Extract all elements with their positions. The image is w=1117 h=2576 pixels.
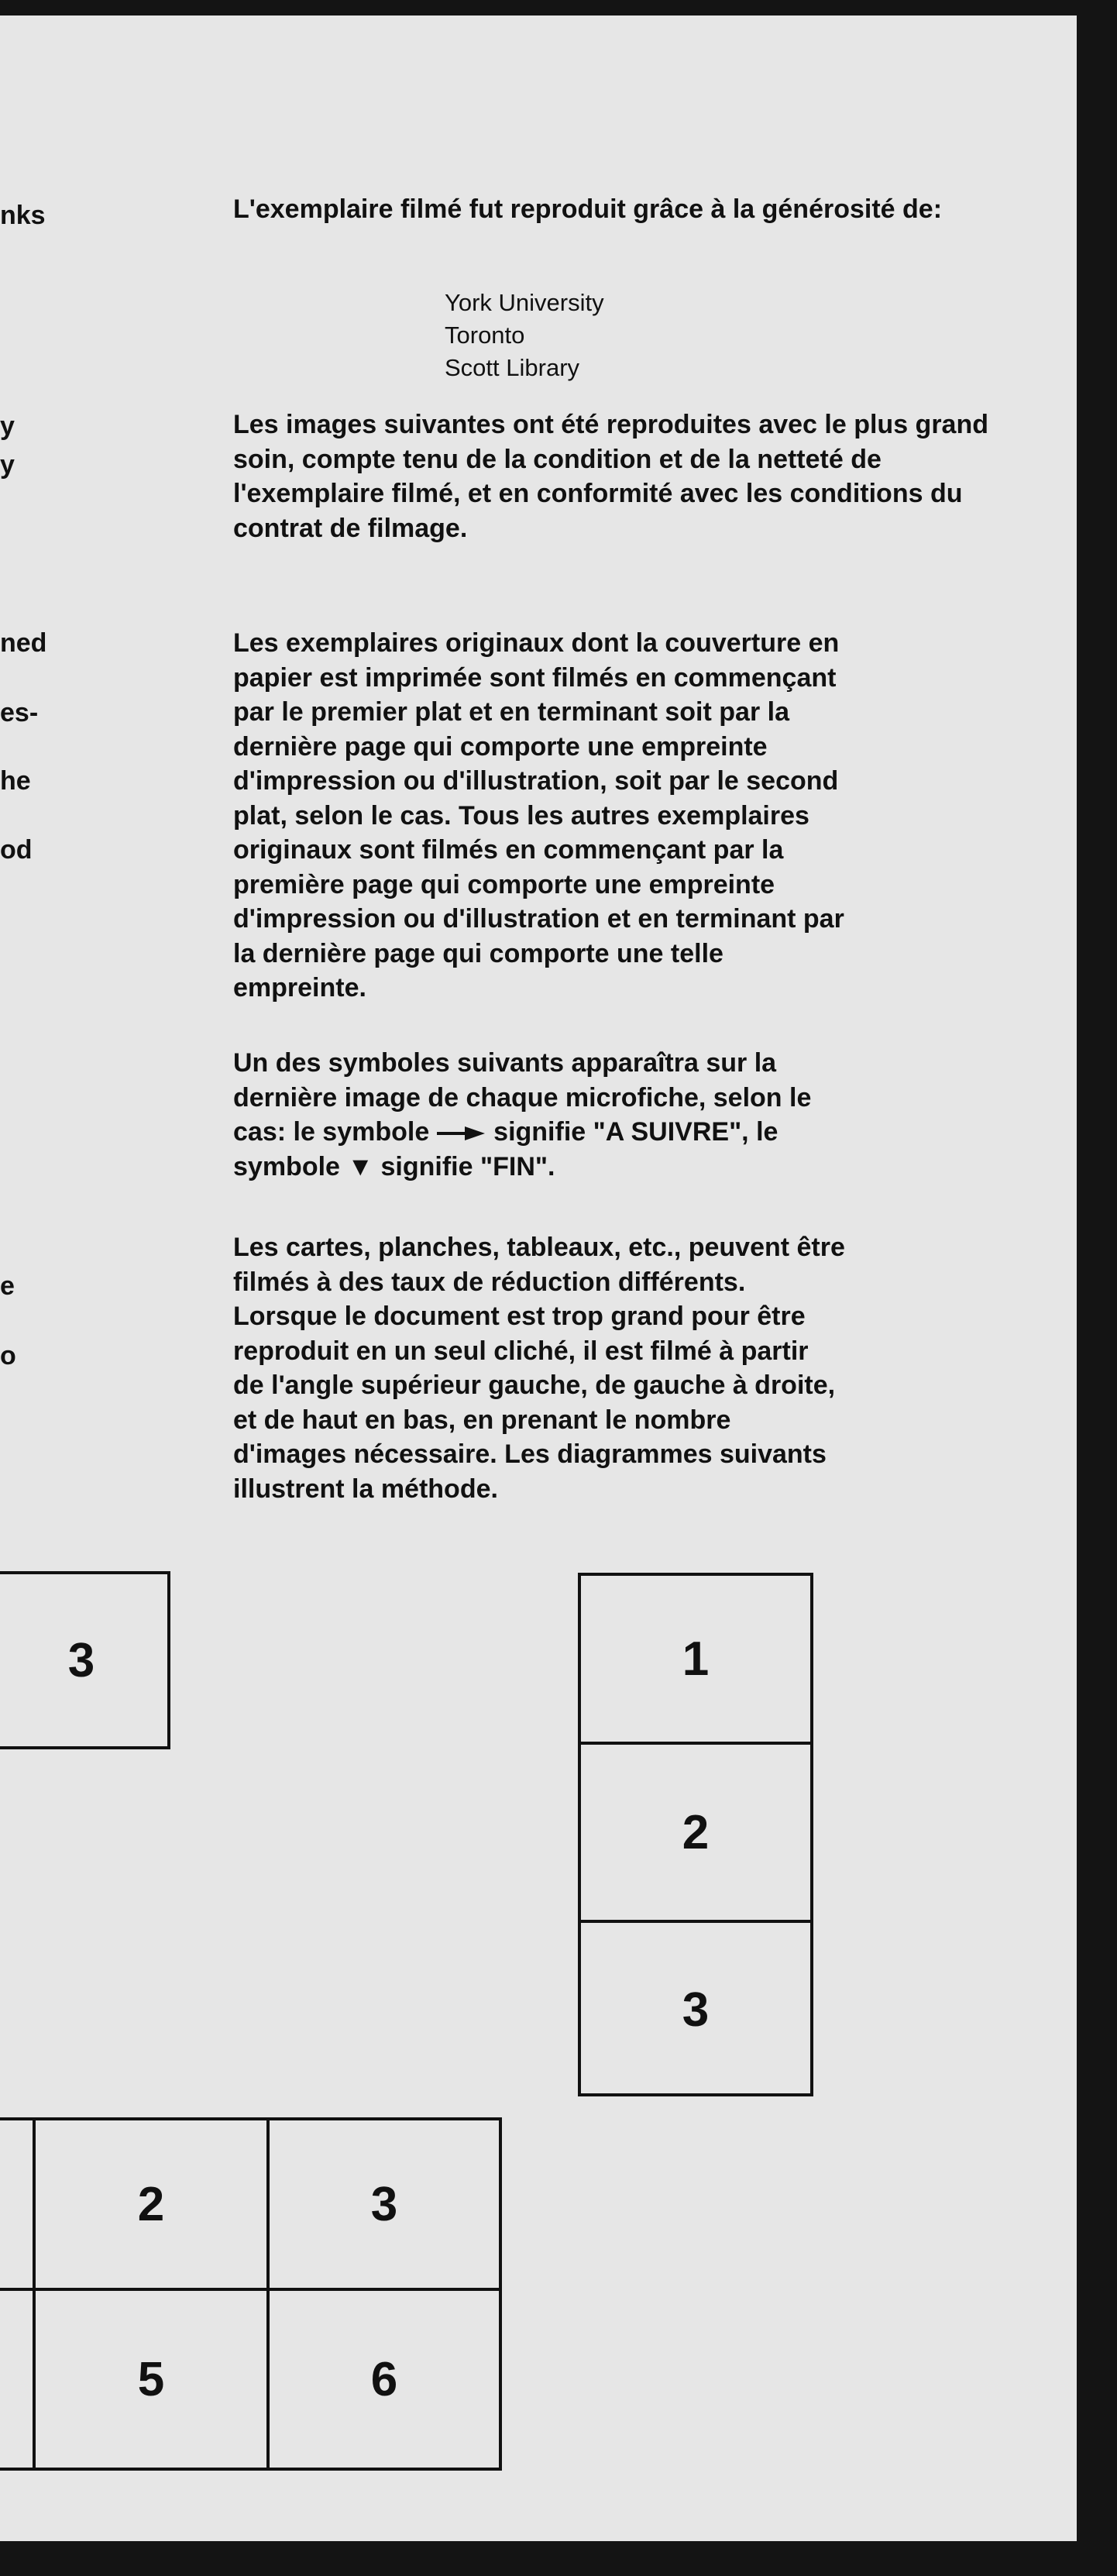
paragraph-fragment: cas: le symbole — [233, 1117, 430, 1147]
diagram-vertical-cell: 2 — [682, 1805, 710, 1859]
left-fragment: y — [0, 450, 15, 480]
paragraph-line: plat, selon le cas. Tous les autres exemplaires — [233, 800, 809, 831]
paragraph-line: Lorsque le document est trop grand pour être — [233, 1302, 806, 1331]
paragraph-reproduction — [233, 408, 1008, 545]
paragraph-line: empreinte. — [233, 973, 366, 1003]
paragraph-line: et de haut en bas, en prenant le nombre — [233, 1405, 731, 1435]
paragraph-symbols — [233, 1046, 1008, 1184]
paragraph-line: Les cartes, planches, tableaux, etc., peuvent être — [233, 1233, 845, 1262]
paragraph-line: par le premier plat et en terminant soit par la — [233, 697, 789, 727]
diagram-vertical-cell: 3 — [682, 1983, 710, 2037]
diagram-grid-cell: 3 — [370, 2177, 398, 2231]
paragraph-fragment: signifie "A SUIVRE", le — [493, 1117, 778, 1147]
paragraph-methods — [233, 1230, 1008, 1506]
left-fragment: y — [0, 411, 15, 441]
paragraph-line: Un des symboles suivants apparaîtra sur la — [233, 1048, 777, 1078]
diagram-grid-cell: 5 — [137, 2352, 165, 2406]
paragraph-line: papier est imprimée sont filmés en commençant — [233, 662, 837, 693]
triangle-down-icon: ▼ — [347, 1151, 374, 1181]
paragraph-line: reproduit en un seul cliché, il est filmé à partir — [233, 1336, 809, 1366]
left-fragment: od — [0, 835, 33, 865]
paragraph-line: originaux sont filmés en commençant par la — [233, 835, 784, 865]
diagram-grid-cell: 6 — [370, 2352, 398, 2406]
paragraph-line: d'images nécessaire. Les diagrammes suivants — [233, 1439, 827, 1469]
paragraph-line: dernière image de chaque microfiche, selon le — [233, 1082, 812, 1113]
paragraph-originals — [233, 626, 1008, 1006]
paragraph-line: d'impression ou d'illustration, soit par le second — [233, 766, 839, 796]
intro-text: L'exemplaire filmé fut reproduit grâce à la générosité de: — [233, 194, 943, 224]
paragraph-line: de l'angle supérieur gauche, de gauche à droite, — [233, 1371, 836, 1400]
left-fragment: ned — [0, 628, 47, 658]
library-line: Toronto — [445, 322, 525, 349]
paragraph-line — [233, 1115, 1008, 1150]
paragraph-line: filmés à des taux de réduction différents. — [233, 1267, 746, 1297]
library-line: Scott Library — [445, 354, 580, 381]
diagram-horizontal-cell-3: 3 — [0, 1571, 170, 1749]
library-line: York University — [445, 289, 604, 316]
left-fragment: o — [0, 1341, 16, 1371]
paragraph-line: Les exemplaires originaux dont la couverture en — [233, 628, 840, 658]
paragraph-line — [233, 1150, 1008, 1185]
arrow-right-icon — [437, 1124, 486, 1143]
paragraph-line: illustrent la méthode. — [233, 1474, 498, 1504]
paragraph-line: la dernière page qui comporte une telle — [233, 938, 723, 968]
diagram-grid-cell: 2 — [137, 2177, 165, 2231]
paragraph-text: Les images suivantes ont été reproduites avec le plus grand soin, compte tenu de la condition et de la netteté de l'exemplaire filmé, et en conformité avec les conditions du contrat de filmage. — [233, 410, 988, 543]
paragraph-line: d'impression ou d'illustration et en terminant par — [233, 904, 844, 934]
left-fragment: es- — [0, 698, 39, 727]
paragraph-line: première page qui comporte une empreinte — [233, 869, 775, 899]
paragraph-line: dernière page qui comporte une empreinte — [233, 731, 768, 762]
paragraph-fragment: signifie "FIN". — [380, 1151, 555, 1181]
library-address — [445, 287, 604, 384]
left-fragment: he — [0, 766, 31, 796]
left-fragment: nks — [0, 201, 46, 230]
paragraph-fragment: symbole — [233, 1151, 340, 1181]
left-fragment: e — [0, 1271, 15, 1301]
diagram-vertical-cell: 1 — [682, 1632, 710, 1686]
